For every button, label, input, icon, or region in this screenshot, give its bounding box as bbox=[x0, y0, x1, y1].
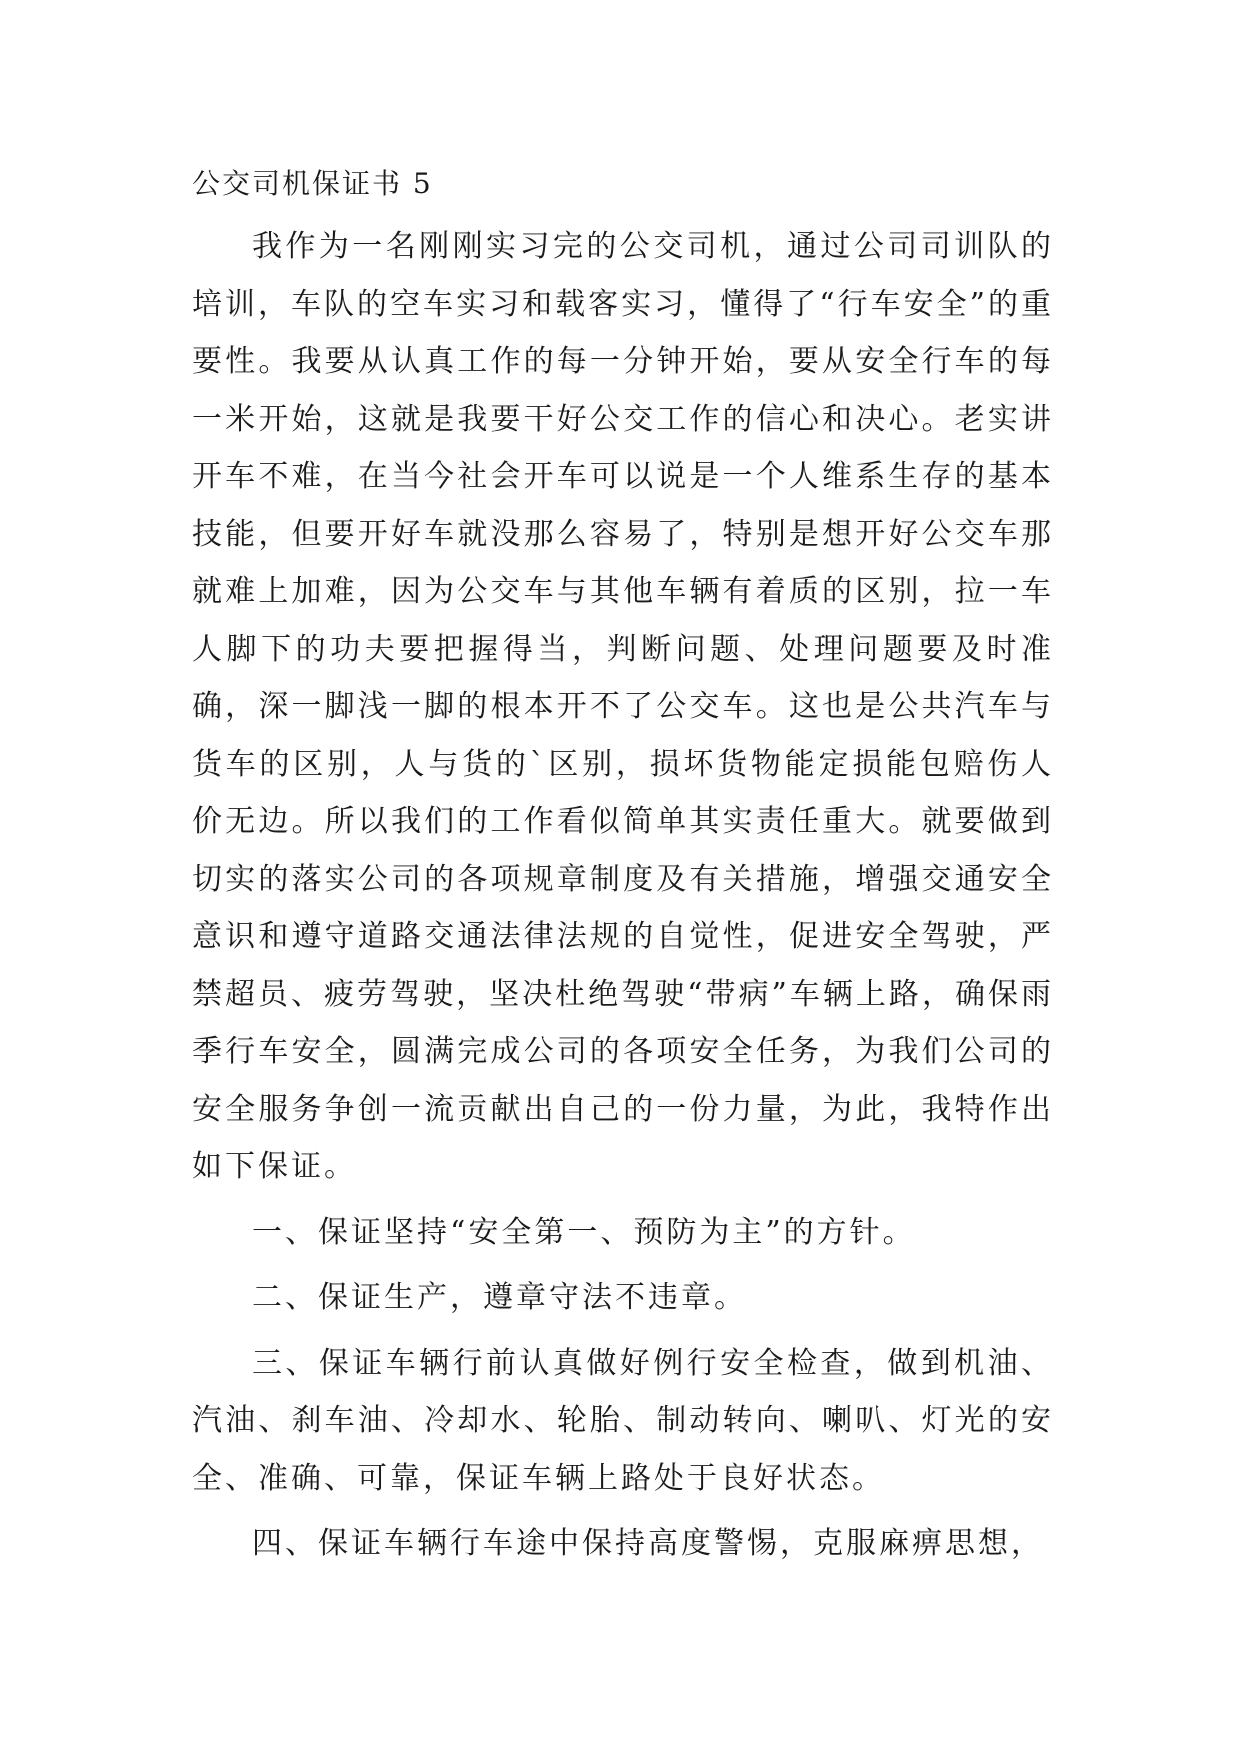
pledge-item-2: 二、保证生产，遵章守法不违章。 bbox=[252, 1280, 747, 1315]
intro-paragraph: 我作为一名刚刚实习完的公交司机，通过公司司训队的培训，车队的空车实习和载客实习，懂得了“行车安全”的重要性。我要从认真工作的每一分钟开始，要从安全行车的每一米开始，这就是我要干好公交工作的信心和决心。老实讲开车不难，在当今社会开车可以说是一个人维系生存的基本技能，但要开好车就没那么容易了，特别是想开好公交车那就难上加难，因为公交车与其他车辆有着质的区别，拉一车人脚下的功夫要把握得当，判断问题、处理问题要及时准确，深一脚浅一脚的根本开不了公交车。这也是公共汽车与货车的区别，人与货的`区别，损坏货物能定损能包赔伤人价无边。所以我们的工作看似简单其实责任重大。就要做到切实的落实公司的各项规章制度及有关措施，增强交通安全意识和遵守道路交通法律法规的自觉性，促进安全驾驶，严禁超员、疲劳驾驶，坚决杜绝驾驶“带病”车辆上路，确保雨季行车安全，圆满完成公司的各项安全任务，为我们公司的安全服务争创一流贡献出自己的一份力量，为此，我特作出如下保证。 bbox=[192, 229, 1054, 1184]
pledge-item-4: 四、保证车辆行车途中保持高度警惕，克服麻痹思想， bbox=[252, 1526, 1044, 1561]
pledge-item-3: 三、保证车辆行前认真做好例行安全检查，做到机油、汽油、刹车油、冷却水、轮胎、制动转向、喇叭、灯光的安全、准确、可靠，保证车辆上路处于良好状态。 bbox=[192, 1345, 1054, 1496]
document-title: 公交司机保证书 5 bbox=[192, 167, 433, 200]
pledge-item-1: 一、保证坚持“安全第一、预防为主”的方针。 bbox=[252, 1214, 916, 1250]
document-body bbox=[192, 160, 1054, 1581]
